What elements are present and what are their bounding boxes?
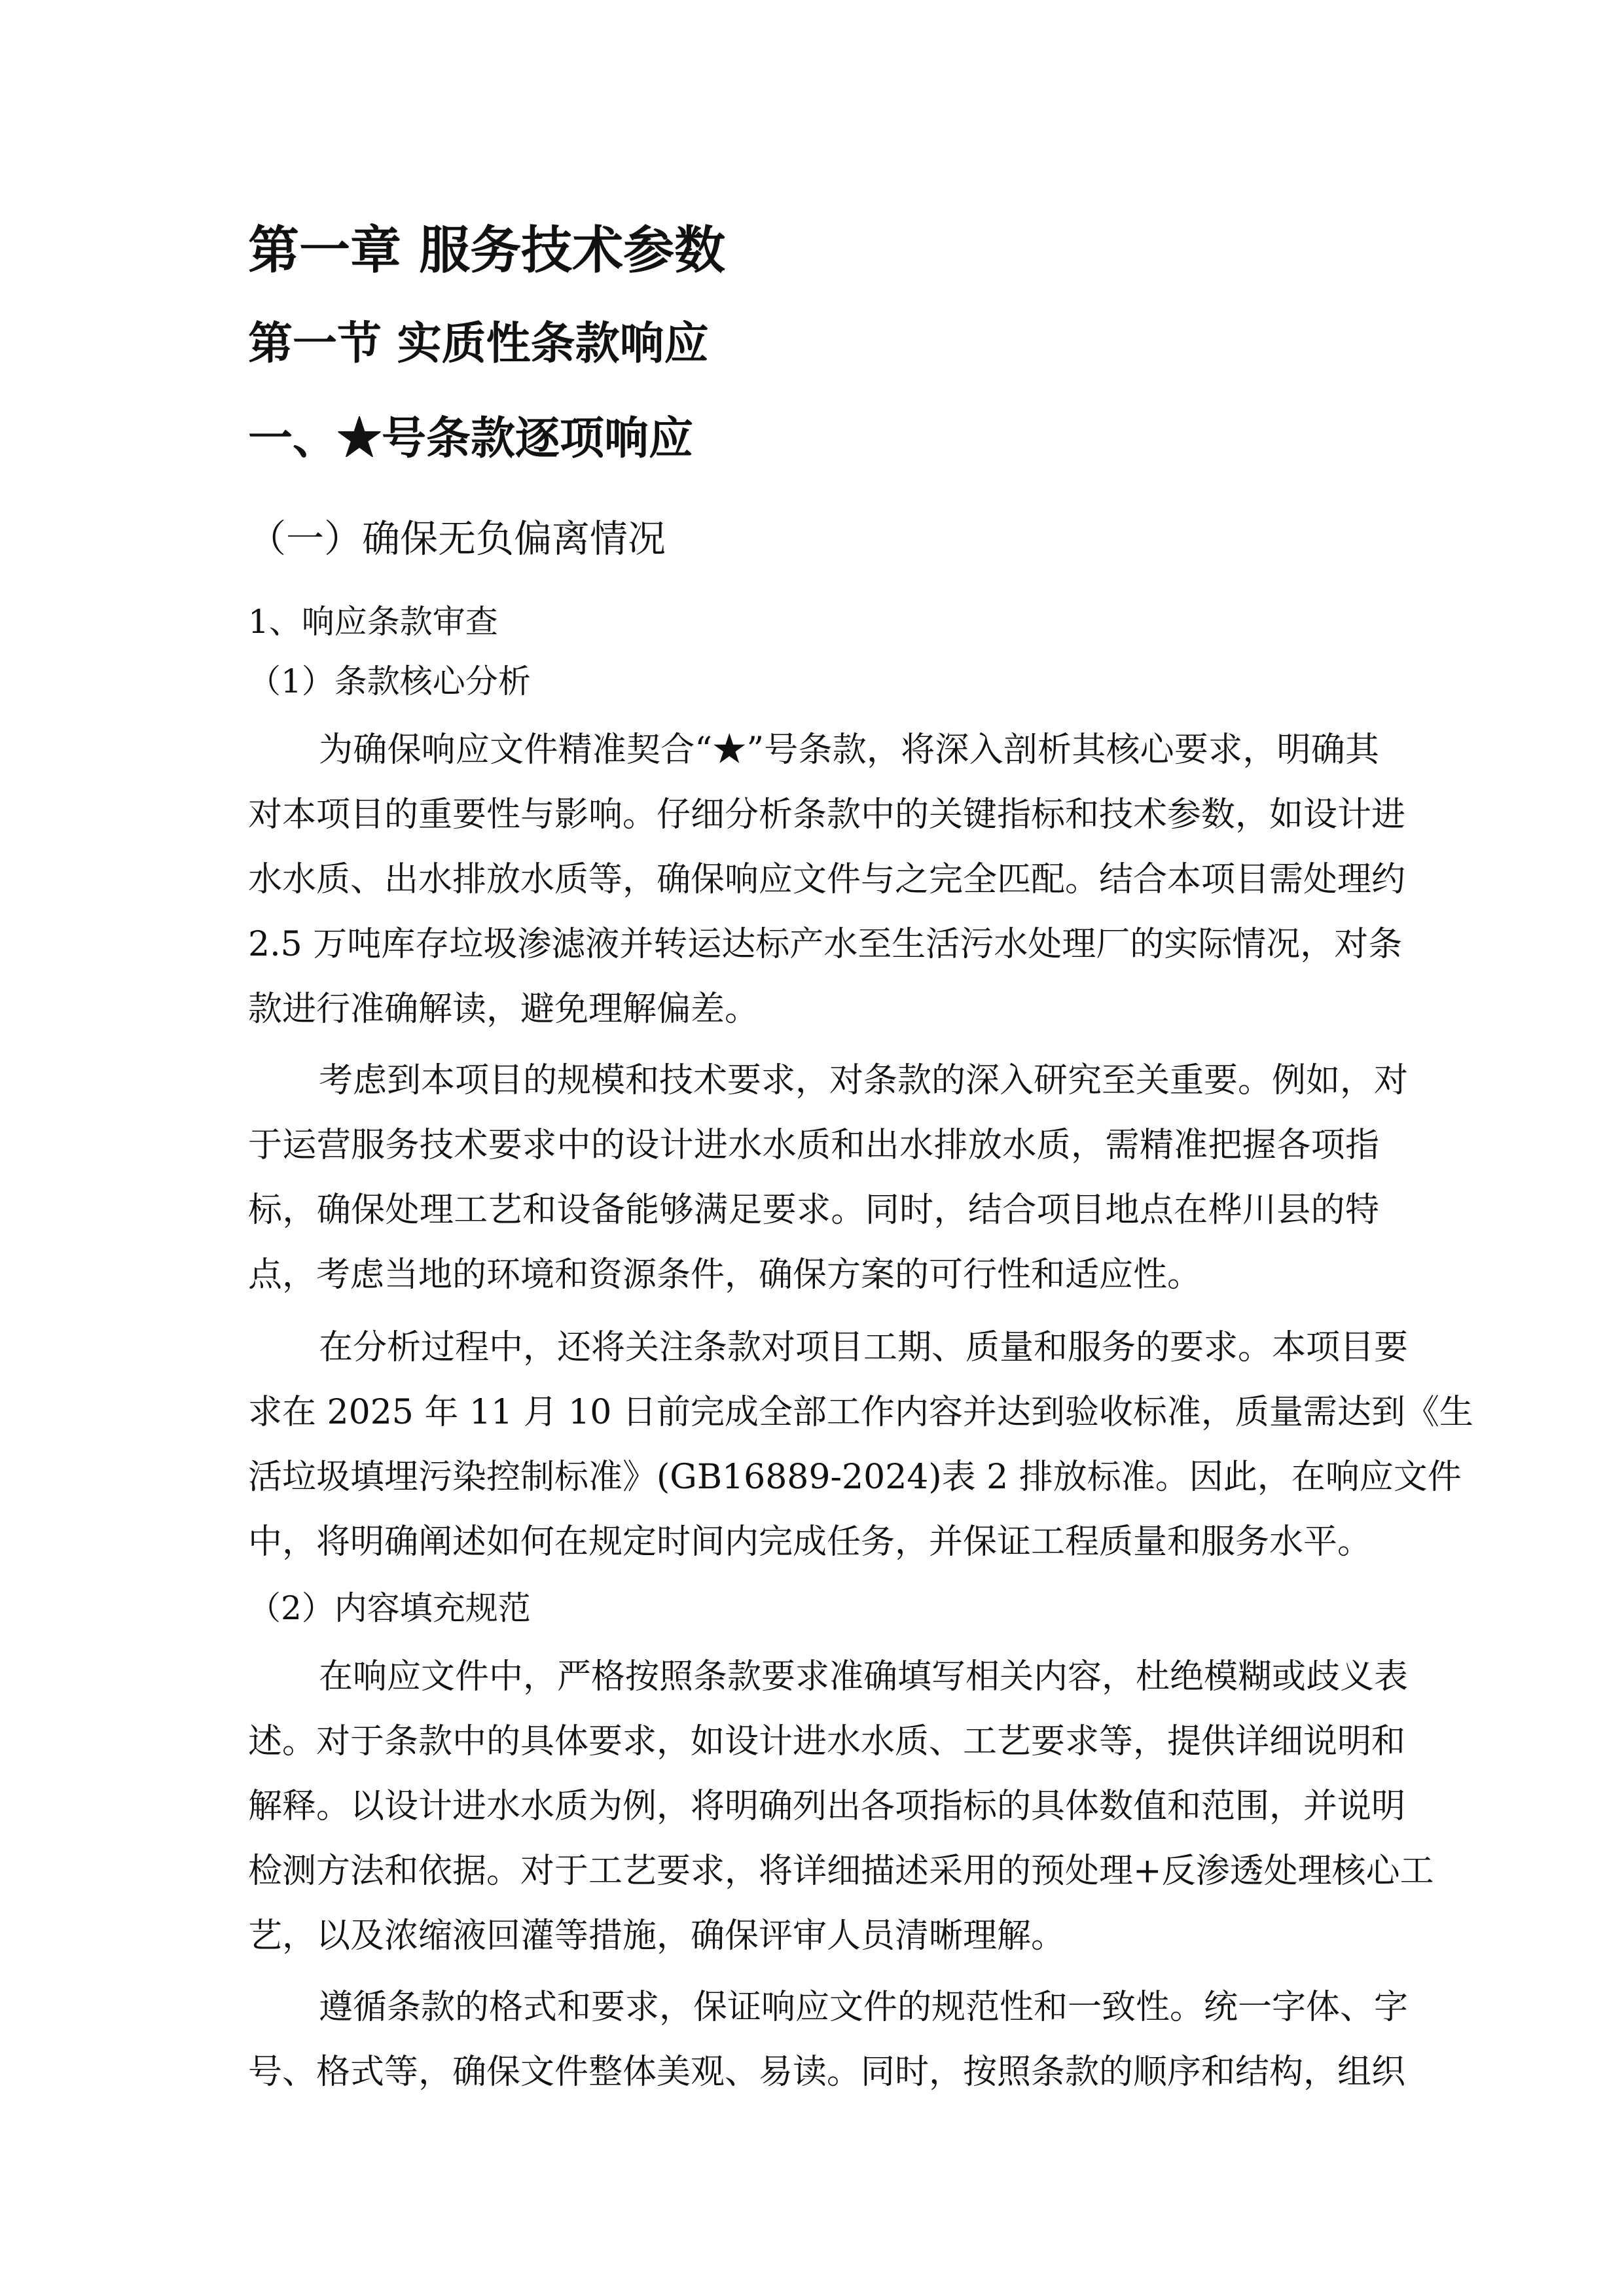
paragraph <box>248 1049 1409 1308</box>
paragraph-line: 中，将明确阐述如何在规定时间内完成任务，并保证工程质量和服务水平。 <box>248 1522 1372 1562</box>
paragraph-line: 述。对于条款中的具体要求，如设计进水水质、工艺要求等，提供详细说明和 <box>248 1722 1406 1761</box>
paragraph-line: 水水质、出水排放水质等，确保响应文件与之完全匹配。结合本项目需处理约 <box>248 860 1406 899</box>
paragraph-line: 为确保响应文件精准契合“★”号条款，将深入剖析其核心要求，明确其 <box>319 730 1379 770</box>
paragraph-line: 考虑到本项目的规模和技术要求，对条款的深入研究至关重要。例如，对 <box>319 1061 1409 1100</box>
paragraph-line: 求在 2025 年 11 月 10 日前完成全部工作内容并达到验收标准，质量需达到《生 <box>248 1393 1473 1432</box>
subheading-2: （2）内容填充规范 <box>248 1589 531 1627</box>
paragraph-line: 检测方法和依据。对于工艺要求，将详细描述采用的预处理+反渗透处理核心工 <box>248 1852 1434 1891</box>
subheading-1: （1）条款核心分析 <box>248 662 531 700</box>
paragraph-line: 于运营服务技术要求中的设计进水水质和出水排放水质，需精准把握各项指 <box>248 1126 1379 1165</box>
paragraph-line: 艺，以及浓缩液回灌等措施，确保评审人员清晰理解。 <box>248 1916 1066 1956</box>
item-heading-1: 1、响应条款审查 <box>248 603 498 641</box>
section-title: 第一节 实质性条款响应 <box>248 317 709 370</box>
paragraph-line: 款进行准确解读，避免理解偏差。 <box>248 990 759 1029</box>
chapter-title: 第一章 服务技术参数 <box>248 221 726 280</box>
paragraph-line: 在响应文件中，严格按照条款要求准确填写相关内容，杜绝模糊或歧义表 <box>319 1657 1409 1696</box>
paragraph-line: 标，确保处理工艺和设备能够满足要求。同时，结合项目地点在桦川县的特 <box>248 1191 1379 1230</box>
paragraph-line: 2.5 万吨库存垃圾渗滤液并转运达标产水至生活污水处理厂的实际情况，对条 <box>248 925 1403 964</box>
paragraph <box>248 1645 1434 1969</box>
paragraph-line: 活垃圾填埋污染控制标准》(GB16889-2024)表 2 排放标准。因此，在响应文件 <box>248 1458 1462 1497</box>
paragraph <box>248 1975 1409 2105</box>
paragraph-line: 号、格式等，确保文件整体美观、易读。同时，按照条款的顺序和结构，组织 <box>248 2053 1406 2092</box>
paragraph-line: 在分析过程中，还将关注条款对项目工期、质量和服务的要求。本项目要 <box>319 1328 1409 1367</box>
part-title: 一、★号条款逐项响应 <box>248 412 694 465</box>
subpart-title: （一）确保无负偏离情况 <box>248 516 666 561</box>
paragraph <box>248 718 1406 1042</box>
paragraph-line: 遵循条款的格式和要求，保证响应文件的规范性和一致性。统一字体、字 <box>319 1988 1409 2027</box>
paragraph-line: 解释。以设计进水水质为例，将明确列出各项指标的具体数值和范围，并说明 <box>248 1787 1406 1826</box>
paragraph-line: 对本项目的重要性与影响。仔细分析条款中的关键指标和技术参数，如设计进 <box>248 795 1406 834</box>
paragraph-line: 点，考虑当地的环境和资源条件，确保方案的可行性和适应性。 <box>248 1255 1202 1295</box>
paragraph <box>248 1316 1473 1575</box>
